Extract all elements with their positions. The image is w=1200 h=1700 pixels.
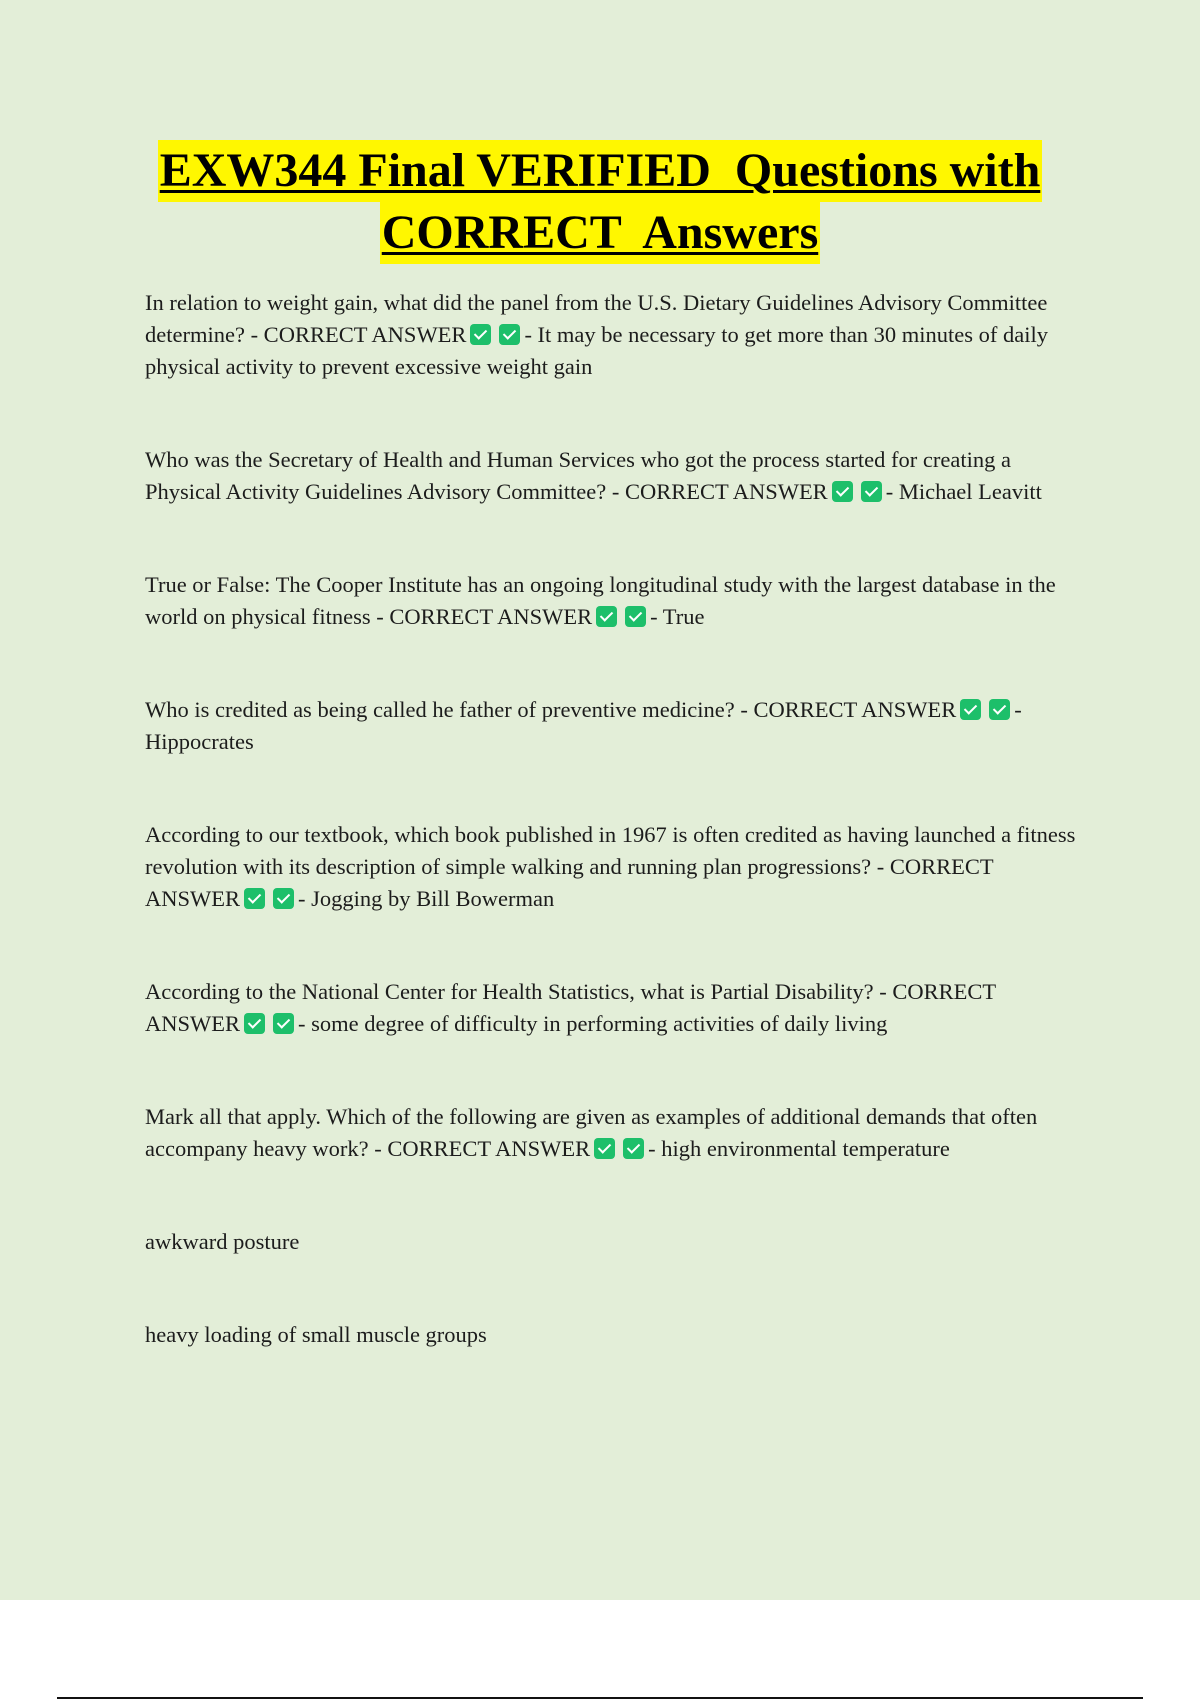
- qa-item: [145, 287, 1080, 383]
- qa-list: [145, 287, 1080, 1412]
- checkmark-box-icon: [989, 699, 1010, 720]
- checkmark-box-icon: [273, 1013, 294, 1034]
- checkmark-box-icon: [470, 324, 491, 345]
- answer-option-line: heavy loading of small muscle groups: [145, 1322, 487, 1347]
- document-title: [0, 140, 1200, 264]
- qa-item: [145, 976, 1080, 1040]
- checkmark-box-icon: [499, 324, 520, 345]
- checkmark-box-icon: [273, 888, 294, 909]
- title-line-1: EXW344 Final VERIFIED Questions with: [158, 140, 1043, 202]
- qa-item: [145, 819, 1080, 915]
- answer-text: - Jogging by Bill Bowerman: [298, 886, 555, 911]
- answer-text: - high environmental temperature: [648, 1136, 950, 1161]
- footer-divider: [57, 1697, 1143, 1699]
- qa-item: [145, 444, 1080, 508]
- question-text: According to our textbook, which book published in 1967 is often credited as having launched a fitness revolution with its description of simple walking and running plan progressions? - CORRECT ANSWER: [145, 822, 1076, 911]
- title-line-2: CORRECT Answers: [380, 202, 821, 264]
- checkmark-box-icon: [244, 888, 265, 909]
- qa-item: [145, 694, 1080, 758]
- checkmark-box-icon: [596, 606, 617, 627]
- answer-text: - some degree of difficulty in performing activities of daily living: [298, 1011, 888, 1036]
- qa-item: [145, 569, 1080, 633]
- checkmark-box-icon: [960, 699, 981, 720]
- question-text: Mark all that apply. Which of the following are given as examples of additional demands that often accompany heavy work? - CORRECT ANSWER: [145, 1104, 1038, 1161]
- checkmark-box-icon: [625, 606, 646, 627]
- question-text: True or False: The Cooper Institute has an ongoing longitudinal study with the largest database in the world on physical fitness - CORRECT ANSWER: [145, 572, 1056, 629]
- checkmark-box-icon: [861, 481, 882, 502]
- answer-text: - It may be necessary to get more than 30 minutes of daily physical activity to prevent excessive weight gain: [145, 322, 1049, 379]
- checkmark-box-icon: [244, 1013, 265, 1034]
- question-text: According to the National Center for Health Statistics, what is Partial Disability? - CORRECT ANSWER: [145, 979, 996, 1036]
- checkmark-box-icon: [832, 481, 853, 502]
- qa-item: [145, 1101, 1080, 1165]
- question-text: Who is credited as being called he father of preventive medicine? - CORRECT ANSWER: [145, 697, 957, 722]
- answer-option-line: awkward posture: [145, 1229, 300, 1254]
- checkmark-box-icon: [594, 1138, 615, 1159]
- answer-text: - True: [650, 604, 705, 629]
- question-text: In relation to weight gain, what did the panel from the U.S. Dietary Guidelines Advisory Committee determine? - CORRECT ANSWER: [145, 290, 1048, 347]
- checkmark-box-icon: [623, 1138, 644, 1159]
- answer-text: - Hippocrates: [145, 697, 1022, 754]
- answer-text: - Michael Leavitt: [885, 479, 1042, 504]
- question-text: Who was the Secretary of Health and Human Services who got the process started for creating a Physical Activity Guidelines Advisory Committee? - CORRECT ANSWER: [145, 447, 1011, 504]
